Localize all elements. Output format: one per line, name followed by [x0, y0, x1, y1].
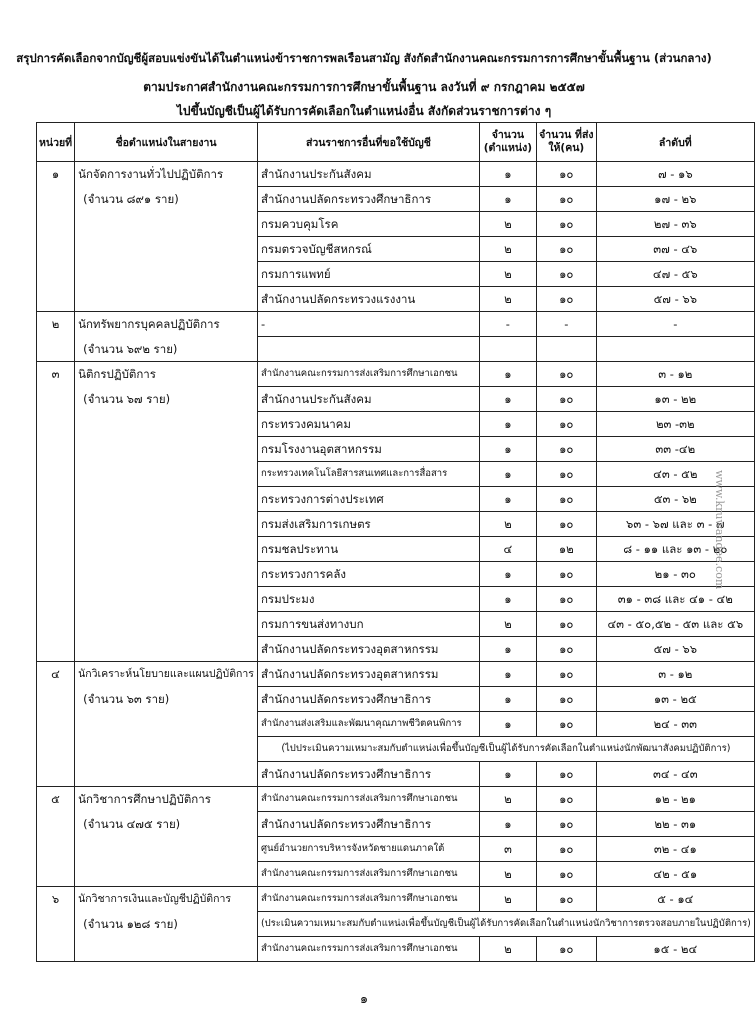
- sent-count: ๑๐: [536, 212, 596, 237]
- positions-count: ๒: [479, 512, 536, 537]
- positions-count: ๒: [479, 287, 536, 312]
- sent-count: ๑๐: [536, 587, 596, 612]
- sent-count: ๑๐: [536, 562, 596, 587]
- unit-number: [37, 562, 75, 587]
- agency-name: สำนักงานคณะกรรมการส่งเสริมการศึกษาเอกชน: [257, 862, 479, 887]
- positions-count: ๑: [479, 387, 536, 412]
- table-row: [37, 312, 755, 337]
- table-row: [37, 387, 755, 412]
- rank-range: ๕ - ๑๔: [596, 887, 754, 912]
- agency-name: สำนักงานปลัดกระทรวงศึกษาธิการ: [257, 762, 479, 787]
- positions-count: ๒: [479, 862, 536, 887]
- position-name: นักวิชาการเงินและบัญชีปฏิบัติการ: [75, 887, 258, 912]
- rank-range: ๑๗ - ๒๖: [596, 187, 754, 212]
- table-row: [37, 787, 755, 812]
- col-header-unit: หน่วยที่: [37, 123, 75, 162]
- rank-range: ๓๗ - ๔๖: [596, 237, 754, 262]
- rank-range: ๒๔ - ๓๓: [596, 712, 754, 737]
- sent-count: ๑๐: [536, 687, 596, 712]
- table-header-row: [37, 123, 755, 162]
- sent-count: ๑๐: [536, 262, 596, 287]
- page-number: ๑: [359, 992, 369, 1007]
- sent-count: ๑๐: [536, 662, 596, 687]
- table-row: [37, 612, 755, 637]
- table-row: [37, 662, 755, 687]
- sent-count: ๑๐: [536, 812, 596, 837]
- rank-range: ๒๗ - ๓๖: [596, 212, 754, 237]
- positions-count: [479, 337, 536, 362]
- selection-table: [36, 122, 755, 962]
- table-body: [37, 162, 755, 962]
- position-blank: [75, 512, 258, 537]
- table-row: [37, 937, 755, 962]
- agency-name: สำนักงานคณะกรรมการส่งเสริมการศึกษาเอกชน: [257, 937, 479, 962]
- rank-range: ๖๓ - ๖๗ และ ๓ - ๗: [596, 512, 754, 537]
- col-header-positions-count: จำนวน (ตำแหน่ง): [479, 123, 536, 162]
- position-name: นักวิเคราะห์นโยบายและแผนปฏิบัติการ: [75, 662, 258, 687]
- agency-name: กระทรวงการต่างประเทศ: [257, 487, 479, 512]
- sent-count: ๑๐: [536, 362, 596, 387]
- table-row: [37, 687, 755, 712]
- table-row: [37, 287, 755, 312]
- positions-count: ๑: [479, 187, 536, 212]
- unit-number: [37, 937, 75, 962]
- unit-number: [37, 487, 75, 512]
- positions-count: ๒: [479, 787, 536, 812]
- position-name: นักทรัพยากรบุคคลปฏิบัติการ: [75, 312, 258, 337]
- positions-count: ๑: [479, 687, 536, 712]
- agency-name: สำนักงานประกันสังคม: [257, 162, 479, 187]
- table-row: [37, 512, 755, 537]
- table-row: [37, 637, 755, 662]
- unit-number: [37, 287, 75, 312]
- unit-number: [37, 237, 75, 262]
- rank-range: ๕๗ - ๖๖: [596, 637, 754, 662]
- position-count: (จำนวน ๖๗ ราย): [75, 387, 258, 412]
- table-row: [37, 712, 755, 737]
- unit-number: [37, 462, 75, 487]
- table-row: [37, 762, 755, 787]
- positions-count: ๑: [479, 462, 536, 487]
- positions-count: ๒: [479, 937, 536, 962]
- sent-count: ๑๐: [536, 162, 596, 187]
- rank-range: ๓๔ - ๔๓: [596, 762, 754, 787]
- positions-count: ๑: [479, 437, 536, 462]
- table-row: [37, 812, 755, 837]
- agency-name: สำนักงานคณะกรรมการส่งเสริมการศึกษาเอกชน: [257, 887, 479, 912]
- col-header-sent-count: จำนวน ที่ส่งให้(คน): [536, 123, 596, 162]
- position-blank: [75, 487, 258, 512]
- position-blank: [75, 462, 258, 487]
- positions-count: ๑: [479, 487, 536, 512]
- rank-range: ๑๓ - ๒๕: [596, 687, 754, 712]
- col-header-position: ชื่อตำแหน่งในสายงาน: [75, 123, 258, 162]
- position-blank: [75, 287, 258, 312]
- sent-count: ๑๐: [536, 637, 596, 662]
- positions-count: ๒: [479, 237, 536, 262]
- positions-count: -: [479, 312, 536, 337]
- sent-count: ๑๐: [536, 287, 596, 312]
- sent-count: ๑๐: [536, 412, 596, 437]
- sent-count: ๑๐: [536, 612, 596, 637]
- table-row: [37, 187, 755, 212]
- sent-count: ๑๒: [536, 537, 596, 562]
- table-row: [37, 437, 755, 462]
- table-row: [37, 887, 755, 912]
- agency-name: สำนักงานส่งเสริมและพัฒนาคุณภาพชีวิตคนพิการ: [257, 712, 479, 737]
- positions-count: ๑: [479, 362, 536, 387]
- agency-name: สำนักงานคณะกรรมการส่งเสริมการศึกษาเอกชน: [257, 362, 479, 387]
- rank-range: ๓ - ๑๒: [596, 662, 754, 687]
- rank-range: ๔๓ - ๕๐,๕๒ - ๕๓ และ ๕๖: [596, 612, 754, 637]
- rank-range: ๓๒ - ๔๑: [596, 837, 754, 862]
- position-blank: [75, 562, 258, 587]
- agency-name: ศูนย์อำนวยการบริหารจังหวัดชายแดนภาคใต้: [257, 837, 479, 862]
- table-row: [37, 487, 755, 512]
- agency-name: สำนักงานปลัดกระทรวงอุตสาหกรรม: [257, 662, 479, 687]
- agency-name: กรมตรวจบัญชีสหกรณ์: [257, 237, 479, 262]
- unit-number: [37, 612, 75, 637]
- positions-count: ๒: [479, 212, 536, 237]
- rank-range: ๔๒ - ๕๑: [596, 862, 754, 887]
- unit-number: [37, 212, 75, 237]
- rank-range: ๓ - ๑๒: [596, 362, 754, 387]
- agency-name: กรมการขนส่งทางบก: [257, 612, 479, 637]
- sent-count: ๑๐: [536, 787, 596, 812]
- unit-number: [37, 712, 75, 737]
- position-count: (จำนวน ๔๗๕ ราย): [75, 812, 258, 837]
- position-blank: [75, 862, 258, 887]
- sent-count: ๑๐: [536, 887, 596, 912]
- table-row: [37, 412, 755, 437]
- rank-range: ๔๗ - ๕๖: [596, 262, 754, 287]
- sent-count: ๑๐: [536, 437, 596, 462]
- unit-number: [37, 437, 75, 462]
- agency-name: กรมชลประทาน: [257, 537, 479, 562]
- rank-range: ๔๓ - ๕๒: [596, 462, 754, 487]
- positions-count: ๓: [479, 837, 536, 862]
- unit-number: ๔: [37, 662, 75, 687]
- rank-range: ๒๑ - ๓๐: [596, 562, 754, 587]
- watermark: www.kruwandee.com: [713, 470, 726, 590]
- unit-number: [37, 337, 75, 362]
- agency-name: กระทรวงคมนาคม: [257, 412, 479, 437]
- position-blank: [75, 537, 258, 562]
- agency-name: กรมการแพทย์: [257, 262, 479, 287]
- table-row: [37, 862, 755, 887]
- document-title-line-2: ตามประกาศสำนักงานคณะกรรมการการศึกษาขั้นพื้นฐาน ลงวันที่ ๙ กรกฎาคม ๒๕๕๗: [143, 80, 585, 94]
- evaluation-note: (ไปประเมินความเหมาะสมกับตำแหน่งเพื่อขึ้นบัญชีเป็นผู้ได้รับการคัดเลือกในตำแหน่งนักพัฒนาสังคมปฏิบัติการ): [257, 737, 754, 762]
- col-header-agency: ส่วนราชการอื่นที่ขอใช้บัญชี: [257, 123, 479, 162]
- rank-range: ๓๑ - ๓๘ และ ๔๑ - ๔๒: [596, 587, 754, 612]
- agency-name: สำนักงานคณะกรรมการส่งเสริมการศึกษาเอกชน: [257, 787, 479, 812]
- document-title-line-3: ไปขึ้นบัญชีเป็นผู้ได้รับการคัดเลือกในตำแหน่งอื่น สังกัดส่วนราชการต่าง ๆ: [176, 104, 552, 118]
- positions-count: ๑: [479, 587, 536, 612]
- rank-range: [596, 337, 754, 362]
- table-row: [37, 337, 755, 362]
- unit-number: [37, 812, 75, 837]
- unit-number: ๑: [37, 162, 75, 187]
- sent-count: ๑๐: [536, 712, 596, 737]
- table-row: [37, 162, 755, 187]
- sent-count: ๑๐: [536, 237, 596, 262]
- unit-number: [37, 587, 75, 612]
- position-count: (จำนวน ๖๓ ราย): [75, 687, 258, 712]
- sent-count: ๑๐: [536, 762, 596, 787]
- sent-count: ๑๐: [536, 187, 596, 212]
- sent-count: [536, 337, 596, 362]
- rank-range: ๒๒ - ๓๑: [596, 812, 754, 837]
- sent-count: ๑๐: [536, 487, 596, 512]
- position-blank: [75, 712, 258, 737]
- sent-count: ๑๐: [536, 512, 596, 537]
- unit-number: [37, 637, 75, 662]
- table-row: [37, 587, 755, 612]
- agency-name: กระทรวงการคลัง: [257, 562, 479, 587]
- positions-count: ๑: [479, 662, 536, 687]
- unit-number: [37, 837, 75, 862]
- positions-count: ๔: [479, 537, 536, 562]
- position-name: นิติกรปฏิบัติการ: [75, 362, 258, 387]
- agency-name: สำนักงานประกันสังคม: [257, 387, 479, 412]
- unit-number: [37, 387, 75, 412]
- unit-number: [37, 187, 75, 212]
- position-name: นักวิชาการศึกษาปฏิบัติการ: [75, 787, 258, 812]
- unit-number: [37, 737, 75, 762]
- table-row: [37, 837, 755, 862]
- rank-range: ๕๓ - ๖๒: [596, 487, 754, 512]
- positions-count: ๒: [479, 262, 536, 287]
- unit-number: ๖: [37, 887, 75, 912]
- position-name: นักจัดการงานทั่วไปปฏิบัติการ: [75, 162, 258, 187]
- rank-range: -: [596, 312, 754, 337]
- positions-count: ๑: [479, 762, 536, 787]
- table-row: [37, 212, 755, 237]
- sent-count: ๑๐: [536, 837, 596, 862]
- agency-name: กระทรวงเทคโนโลยีสารสนเทศและการสื่อสาร: [257, 462, 479, 487]
- agency-name: กรมควบคุมโรค: [257, 212, 479, 237]
- agency-name: กรมประมง: [257, 587, 479, 612]
- unit-number: ๕: [37, 787, 75, 812]
- rank-range: ๒๓ -๓๒: [596, 412, 754, 437]
- positions-count: ๒: [479, 887, 536, 912]
- position-blank: [75, 612, 258, 637]
- position-blank: [75, 762, 258, 787]
- unit-number: [37, 412, 75, 437]
- position-blank: [75, 587, 258, 612]
- table-row: [37, 562, 755, 587]
- agency-name: สำนักงานปลัดกระทรวงศึกษาธิการ: [257, 687, 479, 712]
- positions-count: ๑: [479, 412, 536, 437]
- unit-number: [37, 262, 75, 287]
- unit-number: [37, 687, 75, 712]
- sent-count: -: [536, 312, 596, 337]
- position-blank: [75, 437, 258, 462]
- unit-number: ๒: [37, 312, 75, 337]
- positions-count: ๑: [479, 562, 536, 587]
- position-blank: [75, 237, 258, 262]
- agency-name: กรมโรงงานอุตสาหกรรม: [257, 437, 479, 462]
- unit-number: [37, 537, 75, 562]
- table-row: [37, 362, 755, 387]
- position-blank: [75, 262, 258, 287]
- rank-range: ๑๓ - ๒๒: [596, 387, 754, 412]
- sent-count: ๑๐: [536, 462, 596, 487]
- evaluation-note: (ประเมินความเหมาะสมกับตำแหน่งเพื่อขึ้นบัญชีเป็นผู้ได้รับการคัดเลือกในตำแหน่งนักวิชาการตรวจสอบภายในปฏิบัติการ): [257, 912, 754, 937]
- unit-number: [37, 912, 75, 937]
- agency-name: [257, 337, 479, 362]
- agency-name: -: [257, 312, 479, 337]
- positions-count: ๑: [479, 637, 536, 662]
- sent-count: ๑๐: [536, 862, 596, 887]
- rank-range: ๘ - ๑๑ และ ๑๓ - ๒๐: [596, 537, 754, 562]
- unit-number: [37, 862, 75, 887]
- agency-name: สำนักงานปลัดกระทรวงแรงงาน: [257, 287, 479, 312]
- agency-name: สำนักงานปลัดกระทรวงศึกษาธิการ: [257, 187, 479, 212]
- table-row: [37, 237, 755, 262]
- col-header-ranks: ลำดับที่: [596, 123, 754, 162]
- table-row: [37, 912, 755, 937]
- table-row: [37, 537, 755, 562]
- table-row: [37, 262, 755, 287]
- position-blank: [75, 412, 258, 437]
- agency-name: สำนักงานปลัดกระทรวงศึกษาธิการ: [257, 812, 479, 837]
- unit-number: [37, 512, 75, 537]
- position-blank: [75, 837, 258, 862]
- position-blank: [75, 937, 258, 962]
- sent-count: ๑๐: [536, 387, 596, 412]
- rank-range: ๕๗ - ๖๖: [596, 287, 754, 312]
- unit-number: [37, 762, 75, 787]
- position-blank: [75, 737, 258, 762]
- position-count: (จำนวน ๖๙๒ ราย): [75, 337, 258, 362]
- rank-range: ๑๕ - ๒๔: [596, 937, 754, 962]
- agency-name: สำนักงานปลัดกระทรวงอุตสาหกรรม: [257, 637, 479, 662]
- agency-name: กรมส่งเสริมการเกษตร: [257, 512, 479, 537]
- positions-count: ๑: [479, 812, 536, 837]
- positions-count: ๒: [479, 612, 536, 637]
- rank-range: ๑๒ - ๒๑: [596, 787, 754, 812]
- table-row: [37, 737, 755, 762]
- position-blank: [75, 212, 258, 237]
- position-blank: [75, 637, 258, 662]
- table-row: [37, 462, 755, 487]
- position-count: (จำนวน ๘๙๑ ราย): [75, 187, 258, 212]
- positions-count: ๑: [479, 712, 536, 737]
- sent-count: ๑๐: [536, 937, 596, 962]
- unit-number: ๓: [37, 362, 75, 387]
- rank-range: ๗ - ๑๖: [596, 162, 754, 187]
- document-title-line-1: สรุปการคัดเลือกจากบัญชีผู้สอบแข่งขันได้ในตำแหน่งข้าราชการพลเรือนสามัญ สังกัดสำนักงานคณะกรรมการการศึกษาขั้นพื้นฐาน (ส่วนกลาง): [16, 51, 712, 65]
- rank-range: ๓๓ -๔๒: [596, 437, 754, 462]
- position-count: (จำนวน ๑๒๘ ราย): [75, 912, 258, 937]
- positions-count: ๑: [479, 162, 536, 187]
